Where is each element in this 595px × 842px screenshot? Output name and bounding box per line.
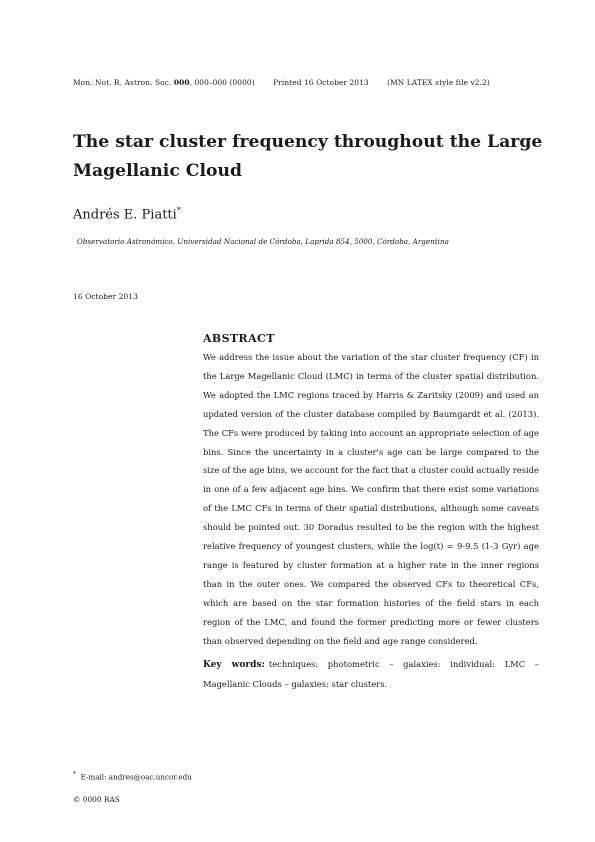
footnote-marker: *: [73, 771, 76, 778]
footnote-email: E-mail: andres@oac.uncor.edu: [80, 772, 192, 782]
author: [73, 206, 181, 222]
email-footnote: [73, 771, 192, 781]
paper-title: The star cluster frequency throughout the Large Magellanic Cloud: [73, 132, 543, 181]
keywords-label: Key words:: [203, 660, 265, 670]
journal-volume: 000: [173, 78, 190, 87]
abstract-heading: ABSTRACT: [203, 332, 275, 345]
style-file-note: (MN LATEX style file v2.2): [387, 78, 490, 87]
journal-citation: Mon. Not. R. Astron. Soc. 000, 000–000 (0000): [73, 78, 255, 87]
copyright: © 0000 RAS: [73, 795, 120, 804]
received-date: 16 October 2013: [73, 292, 138, 301]
author-footnote-marker: *: [176, 206, 181, 215]
author-name: Andrés E. Piatti: [73, 207, 177, 223]
author-affiliation: Observatorio Astronómico, Universidad Nacional de Córdoba, Laprida 854, 5000, Córdoba, Argentina: [77, 237, 449, 246]
keywords: [203, 655, 539, 694]
abstract-text: We address the issue about the variation of the star cluster frequency (CF) in the Large Magellanic Cloud (LMC) in terms of the cluster spatial distribution. We adopted the LMC regions traced by Harris & Zaritsky (2009) and used an updated version of the cluster database compiled by Baumgardt et al. (2013). The CFs were produced by taking into account an appropriate selection of age bins. Since the uncertainty in a cluster's age can be large compared to the size of the age bins, we account for the fact that a cluster could actually reside in one of a few adjacent age bins. We confirm that there exist some variations of the LMC CFs in terms of their spatial distributions, although some caveats should be pointed out. 30 Doradus resulted to be the region with the highest relative frequency of youngest clusters, while the log(t) = 9-9.5 (1-3 Gyr) age range is featured by cluster formation at a higher rate in the inner regions than in the outer ones. We compared the observed CFs to theoretical CFs, which are based on the star formation histories of the field stars in each region of the LMC, and found the former predicting more or fewer clusters than observed depending on the field and age range considered.: [203, 352, 539, 646]
printed-date: Printed 16 October 2013: [273, 78, 369, 87]
keywords-text: techniques: photometric – galaxies: individual: LMC – Magellanic Clouds – galaxies: star clusters.: [203, 659, 539, 689]
running-head: [73, 78, 506, 87]
